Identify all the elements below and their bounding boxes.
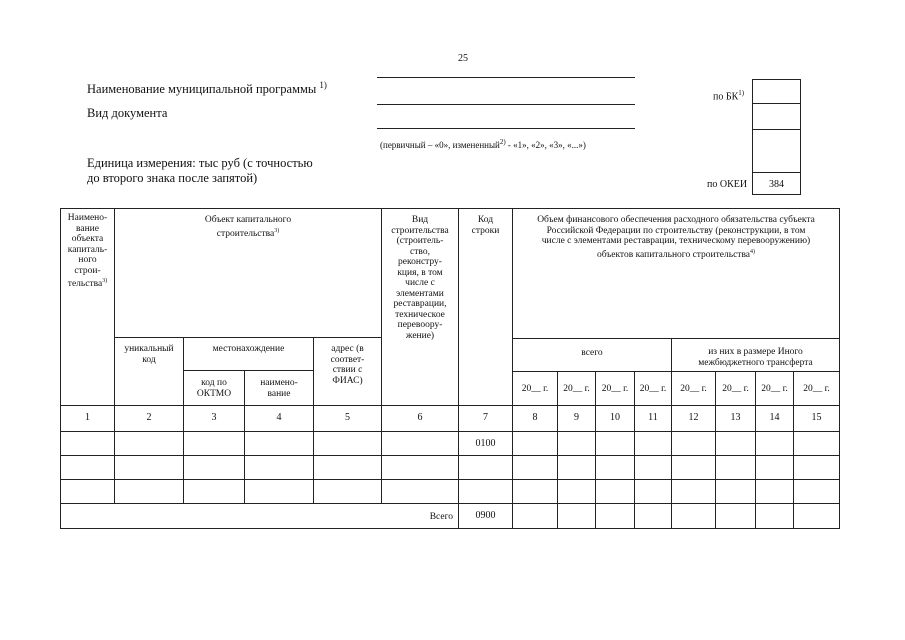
header-naming [244, 370, 314, 406]
h-volume-l4 [513, 247, 839, 261]
table-row-2-col-5[interactable] [313, 455, 382, 480]
h-name-sup: 3) [102, 278, 108, 284]
h-name-l5: ного [78, 255, 97, 265]
header-construction-type [381, 208, 459, 406]
unit-label-line-1: Единица измерения: тыс руб (с точностью [87, 156, 313, 170]
table-row-2-col-7[interactable] [458, 455, 513, 480]
table-row-2-col-2[interactable] [114, 455, 184, 480]
col-num-3: 3 [183, 405, 245, 432]
h-transfer-l2: межбюджетного трансферта [698, 357, 813, 368]
h-transfer-l1: из них в размере Иного [708, 347, 803, 357]
h-object-l1: Объект капитального [204, 215, 292, 225]
h-type-l11: перевоору- [397, 320, 443, 330]
h-type-l2: строительства [391, 225, 449, 236]
table-row-3-col-14[interactable] [755, 479, 794, 504]
col-num-11: 11 [634, 405, 672, 432]
year-col-15: 20__ г. [793, 371, 840, 406]
table-row-3-col-9[interactable] [557, 479, 596, 504]
table-row-3-col-1[interactable] [60, 479, 115, 504]
col-num-7: 7 [458, 405, 513, 432]
doc-type-note-sup: 2) [499, 138, 506, 146]
header-transfer-group [671, 338, 840, 372]
table-row-3-col-8[interactable] [512, 479, 558, 504]
h-type-l12: жение) [405, 330, 435, 341]
col-num-14: 14 [755, 405, 794, 432]
total-row-col-13[interactable] [715, 503, 756, 529]
h-unique-l2: код [142, 354, 156, 365]
table-row-3-col-11[interactable] [634, 479, 672, 504]
table-row-2-col-8[interactable] [512, 455, 558, 480]
table-row-1-col-13[interactable] [715, 431, 756, 456]
h-name-l7-text: тельства [67, 279, 103, 290]
h-code-l1: Код [477, 215, 494, 225]
h-naming-l2: вание [267, 388, 291, 399]
year-col-13: 20__ г. [715, 371, 756, 406]
table-row-1-col-9[interactable] [557, 431, 596, 456]
table-row-2-col-10[interactable] [595, 455, 635, 480]
h-volume-l1: Объем финансового обеспечения расходного обязательства субъекта [537, 215, 815, 225]
table-row-2-col-15[interactable] [793, 455, 840, 480]
unit-label-line-2: до второго знака после запятой) [87, 171, 258, 185]
table-row-2-col-12[interactable] [671, 455, 716, 480]
code-box-divider-3 [752, 172, 801, 173]
header-address [313, 337, 382, 406]
col-num-15: 15 [793, 405, 840, 432]
okei-label: по ОКЕИ [707, 179, 748, 190]
h-type-l6: кция, в том [397, 267, 443, 278]
h-volume-sup: 4) [750, 248, 756, 255]
h-name-l3: объекта [71, 234, 104, 244]
year-col-9: 20__ г. [557, 371, 596, 406]
code-boxes [752, 79, 801, 195]
h-object-sup: 3) [274, 227, 280, 234]
program-label-sup: 1) [319, 80, 327, 90]
h-volume-l4-text: объектов капитального строительства [596, 249, 751, 260]
table-row-3-col-4[interactable] [244, 479, 314, 504]
h-type-l7: числе с [405, 278, 435, 288]
h-oktmo-l2: ОКТМО [196, 388, 232, 399]
table-row-3-col-5[interactable] [313, 479, 382, 504]
h-name-l4: капиталь- [67, 244, 108, 255]
h-name-l7 [61, 276, 114, 290]
table-row-3-col-10[interactable] [595, 479, 635, 504]
total-row-code: 0900 [458, 503, 513, 529]
h-type-l8: элементами [396, 288, 444, 299]
table-row-3-col-12[interactable] [671, 479, 716, 504]
year-col-12: 20__ г. [671, 371, 716, 406]
bk-label-sup: 1) [738, 89, 745, 97]
doc-type-note-text: (первичный – «0», измененный [380, 140, 500, 150]
table-row-1-col-14[interactable] [755, 431, 794, 456]
total-row-col-8[interactable] [512, 503, 558, 529]
table-row-1-col-4[interactable] [244, 431, 314, 456]
h-type-l5: реконстру- [398, 257, 442, 267]
table-row-1-col-2[interactable] [114, 431, 184, 456]
table-row-1-col-3[interactable] [183, 431, 245, 456]
unit-label [87, 156, 313, 186]
bk-label [713, 88, 744, 102]
h-address-l2: соответ- [330, 354, 365, 365]
code-box-divider-2 [752, 129, 801, 130]
h-type-l1: Вид [411, 215, 429, 225]
table-row-1-col-12[interactable] [671, 431, 716, 456]
header-line-code [458, 208, 513, 406]
doc-type-note [380, 137, 586, 150]
table-row-1-code: 0100 [458, 431, 513, 456]
h-object-l2 [115, 226, 381, 240]
table-row-1-col-8[interactable] [512, 431, 558, 456]
col-num-10: 10 [595, 405, 635, 432]
table-row-2-col-6[interactable] [381, 455, 459, 480]
doc-type-fill-line [377, 128, 635, 129]
table-row-2-col-9[interactable] [557, 455, 596, 480]
table-row-1-col-5[interactable] [313, 431, 382, 456]
col-num-6: 6 [381, 405, 459, 432]
h-name-l1: Наимено- [67, 213, 108, 223]
col-num-12: 12 [671, 405, 716, 432]
table-row-2-col-14[interactable] [755, 455, 794, 480]
bk-label-text: по БК [713, 91, 739, 103]
table-row-1-col-15[interactable] [793, 431, 840, 456]
col-num-13: 13 [715, 405, 756, 432]
table-row-2-col-3[interactable] [183, 455, 245, 480]
table-row-2-col-11[interactable] [634, 455, 672, 480]
header-total-group: всего [512, 338, 672, 372]
year-col-11: 20__ г. [634, 371, 672, 406]
doc-type-note-tail: - «1», «2», «3», «...») [505, 140, 586, 150]
header-financing-volume [512, 208, 840, 339]
h-name-l6: строи- [74, 265, 101, 276]
h-type-l4: ство, [410, 246, 430, 257]
table-row-1-col-11[interactable] [634, 431, 672, 456]
header-object [114, 208, 382, 338]
col-num-8: 8 [512, 405, 558, 432]
h-name-l2: вание [76, 223, 99, 234]
table-row-3-col-13[interactable] [715, 479, 756, 504]
year-col-8: 20__ г. [512, 371, 558, 406]
h-address-l4: ФИАС) [332, 375, 363, 386]
h-type-l3: (строитель- [396, 236, 444, 246]
h-address-l1: адрес (в [331, 344, 364, 354]
col-num-2: 2 [114, 405, 184, 432]
table-row-1-col-1[interactable] [60, 431, 115, 456]
table-row-3-col-2[interactable] [114, 479, 184, 504]
program-label-text: Наименование муниципальной программы [87, 82, 317, 97]
year-col-10: 20__ г. [595, 371, 635, 406]
program-label [87, 80, 327, 97]
table-row-3-col-6[interactable] [381, 479, 459, 504]
header-oktmo [183, 370, 245, 406]
page-number: 25 [458, 53, 468, 64]
h-type-l9: реставрации, [393, 299, 447, 309]
h-naming-l1: наимено- [260, 378, 298, 388]
total-row-col-12[interactable] [671, 503, 716, 529]
h-code-l2: строки [471, 225, 500, 236]
header-unique-code [114, 337, 184, 406]
total-row-label: Всего [60, 503, 459, 529]
table-row-1-col-6[interactable] [381, 431, 459, 456]
table-row-3-col-3[interactable] [183, 479, 245, 504]
col-num-5: 5 [313, 405, 382, 432]
table-row-3-col-7[interactable] [458, 479, 513, 504]
total-row-col-9[interactable] [557, 503, 596, 529]
total-row-col-14[interactable] [755, 503, 794, 529]
okei-value: 384 [769, 179, 784, 190]
header-object-name [60, 208, 115, 406]
h-address-l3: ствии с [332, 365, 363, 375]
program-fill-line-2 [377, 104, 635, 105]
h-unique-l1: уникальный [124, 344, 174, 354]
doc-type-label: Вид документа [87, 106, 168, 120]
total-row-col-10[interactable] [595, 503, 635, 529]
h-type-l10: техническое [395, 309, 445, 320]
col-num-4: 4 [244, 405, 314, 432]
total-row-col-11[interactable] [634, 503, 672, 529]
header-location: местонахождение [183, 337, 314, 371]
h-object-l2-text: строительства [216, 228, 275, 239]
table-row-2-col-4[interactable] [244, 455, 314, 480]
h-volume-l2: Российской Федерации по строительству (реконструкции, в том [546, 225, 806, 236]
h-volume-l3: числе с элементами реставрации, техническому перевооружению) [541, 236, 811, 246]
col-num-9: 9 [557, 405, 596, 432]
table-row-3-col-15[interactable] [793, 479, 840, 504]
col-num-1: 1 [60, 405, 115, 432]
program-fill-line-1 [377, 77, 635, 78]
table-row-2-col-13[interactable] [715, 455, 756, 480]
table-row-1-col-10[interactable] [595, 431, 635, 456]
year-col-14: 20__ г. [755, 371, 794, 406]
code-box-divider-1 [752, 103, 801, 104]
table-row-2-col-1[interactable] [60, 455, 115, 480]
h-oktmo-l1: код по [201, 378, 227, 388]
total-row-col-15[interactable] [793, 503, 840, 529]
